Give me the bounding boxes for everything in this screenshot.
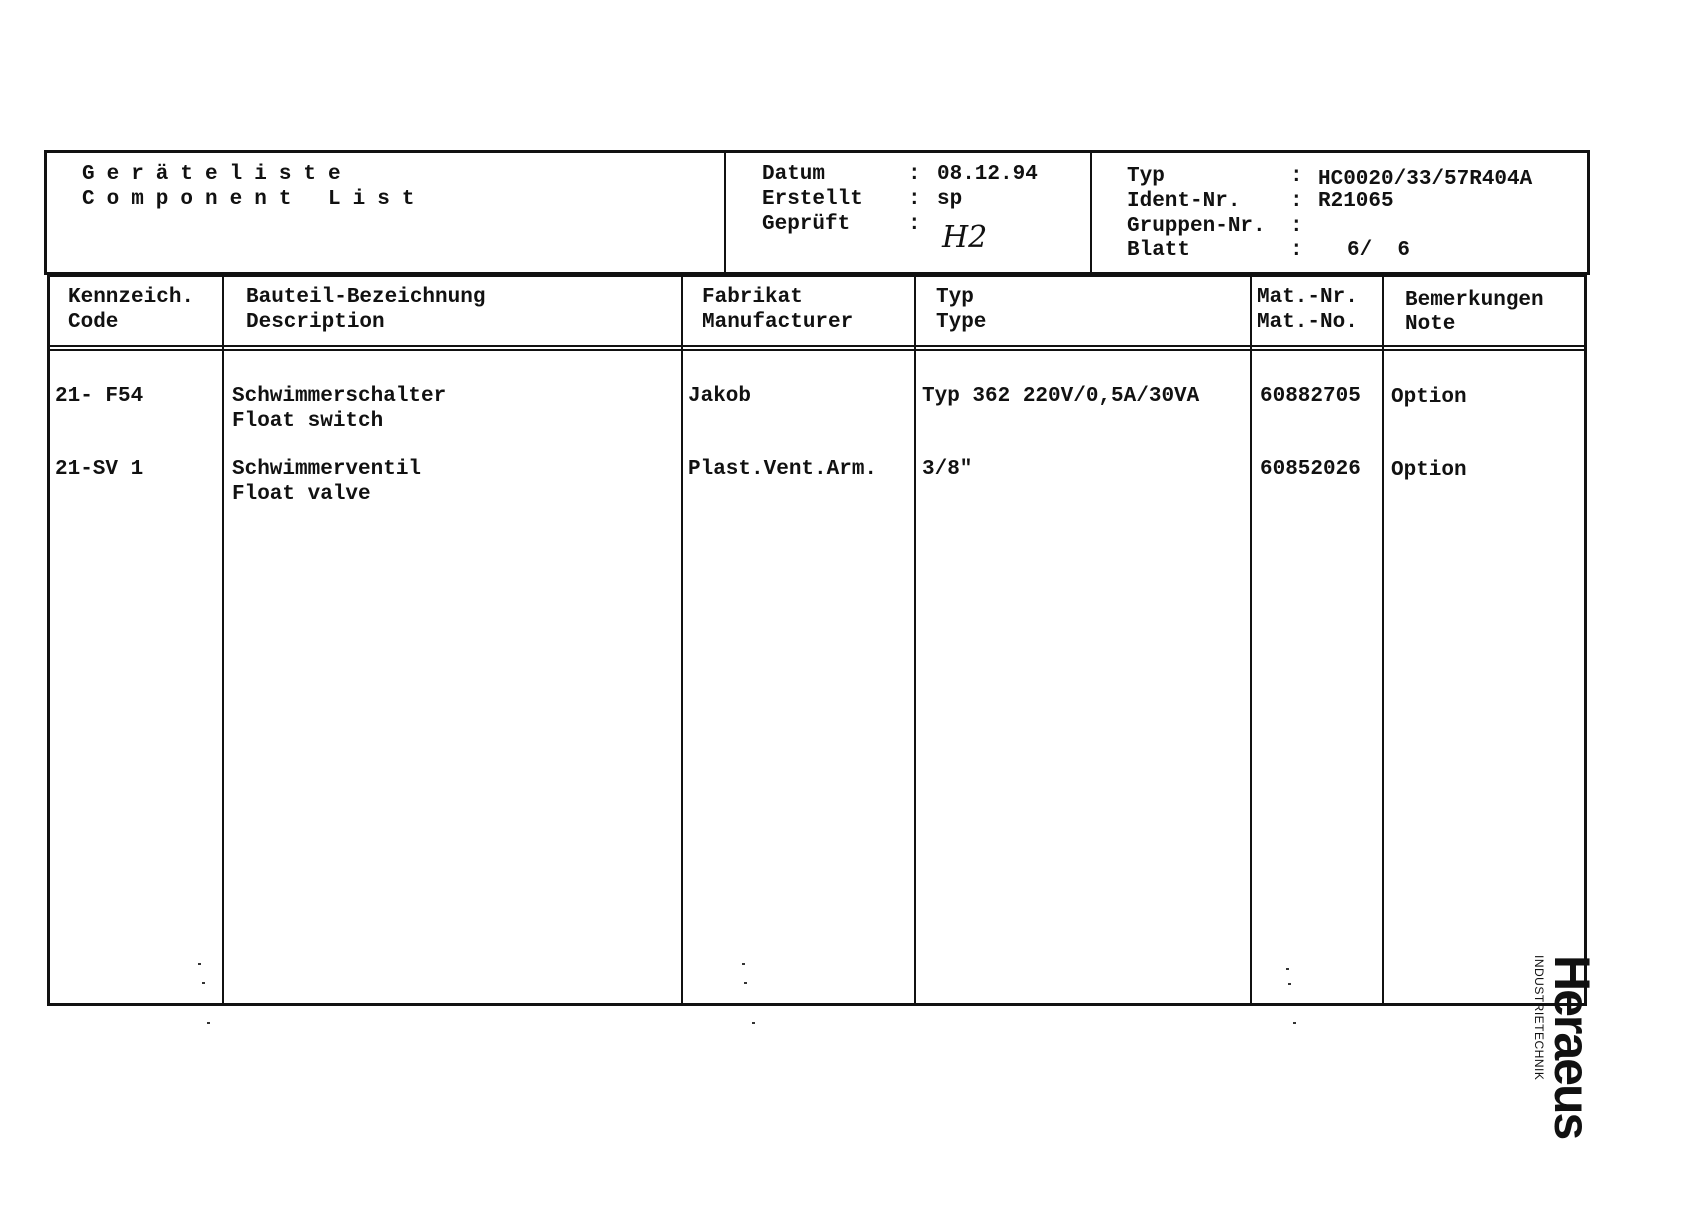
table-row-2-note: Option (1391, 459, 1467, 482)
table-row-2-desc-en: Float valve (232, 483, 371, 506)
meta-label-datum: Datum (762, 163, 826, 186)
title-en: Component List (82, 188, 427, 211)
scan-speck (207, 1022, 210, 1024)
scan-speck (1288, 983, 1291, 985)
meta-colon: : (908, 188, 921, 211)
meta-label-geprueft: Geprüft (762, 213, 851, 236)
column-header-mat-no-en: Mat.-No. (1257, 311, 1358, 334)
scan-speck (202, 982, 205, 984)
meta-value-ident-nr: R21065 (1318, 190, 1394, 213)
table-row-1-manufacturer: Jakob (688, 385, 752, 408)
column-header-description-de: Bauteil-Bezeichnung (246, 286, 486, 309)
column-header-mat-no-de: Mat.-Nr. (1257, 286, 1358, 309)
column-divider-1 (222, 276, 224, 1004)
meta-colon: : (1290, 165, 1303, 188)
meta-label-blatt: Blatt (1127, 239, 1191, 262)
column-header-note-de: Bemerkungen (1405, 289, 1544, 312)
header-divider-1 (724, 152, 726, 274)
logo-subline: INDUSTRIETECHNIK (1532, 955, 1546, 1081)
column-header-manufacturer-en: Manufacturer (702, 311, 854, 334)
column-header-code-de: Kennzeich. (68, 286, 195, 309)
scan-speck (198, 963, 201, 965)
scan-speck (1286, 968, 1289, 970)
column-header-description-en: Description (246, 311, 385, 334)
meta-value-blatt: 6/ 6 (1347, 239, 1411, 262)
column-divider-3 (914, 276, 916, 1004)
table-row-1-type: Typ 362 220V/0,5A/30VA (922, 385, 1200, 408)
meta-value-datum: 08.12.94 (937, 163, 1038, 186)
meta-colon: : (1290, 215, 1303, 238)
header-divider-2 (1090, 152, 1092, 274)
table-row-2-code: 21-SV 1 (55, 458, 144, 481)
scan-speck (752, 1022, 755, 1024)
meta-colon: : (908, 213, 921, 236)
column-header-code-en: Code (68, 311, 119, 334)
meta-colon: : (1290, 239, 1303, 262)
column-header-manufacturer-de: Fabrikat (702, 286, 803, 309)
scan-speck (1293, 1022, 1296, 1024)
scan-speck (744, 982, 747, 984)
meta-colon: : (908, 163, 921, 186)
signature-geprueft: H2 (942, 220, 988, 255)
table-row-1-desc-de: Schwimmerschalter (232, 385, 447, 408)
column-header-type-en: Type (936, 311, 987, 334)
column-header-type-de: Typ (936, 286, 974, 309)
meta-label-gruppen-nr: Gruppen-Nr. (1127, 215, 1266, 238)
column-divider-4 (1250, 276, 1252, 1004)
meta-label-erstellt: Erstellt (762, 188, 863, 211)
table-row-1-desc-en: Float switch (232, 410, 384, 433)
logo-wordmark: Heraeus (1544, 955, 1600, 1139)
meta-value-erstellt: sp (937, 188, 963, 211)
column-header-rule-2 (49, 349, 1585, 351)
scan-speck (742, 963, 745, 965)
meta-label-ident-nr: Ident-Nr. (1127, 190, 1241, 213)
table-row-1-code: 21- F54 (55, 385, 144, 408)
heraeus-logo (1526, 955, 1598, 1145)
column-header-note-en: Note (1405, 313, 1456, 336)
column-divider-5 (1382, 276, 1384, 1004)
table-row-2-manufacturer: Plast.Vent.Arm. (688, 458, 878, 481)
table-row-2-desc-de: Schwimmerventil (232, 458, 422, 481)
table-row-2-mat-no: 60852026 (1260, 458, 1361, 481)
table-row-1-mat-no: 60882705 (1260, 385, 1361, 408)
table-row-2-type: 3/8" (922, 458, 973, 481)
table-row-1-note: Option (1391, 386, 1467, 409)
column-divider-2 (681, 276, 683, 1004)
table-frame (47, 274, 1587, 1006)
column-header-rule (49, 345, 1585, 347)
meta-value-typ: HC0020/33/57R404A (1318, 168, 1533, 191)
meta-colon: : (1290, 190, 1303, 213)
meta-label-typ: Typ (1127, 165, 1165, 188)
title-de: Geräteliste (82, 163, 353, 186)
